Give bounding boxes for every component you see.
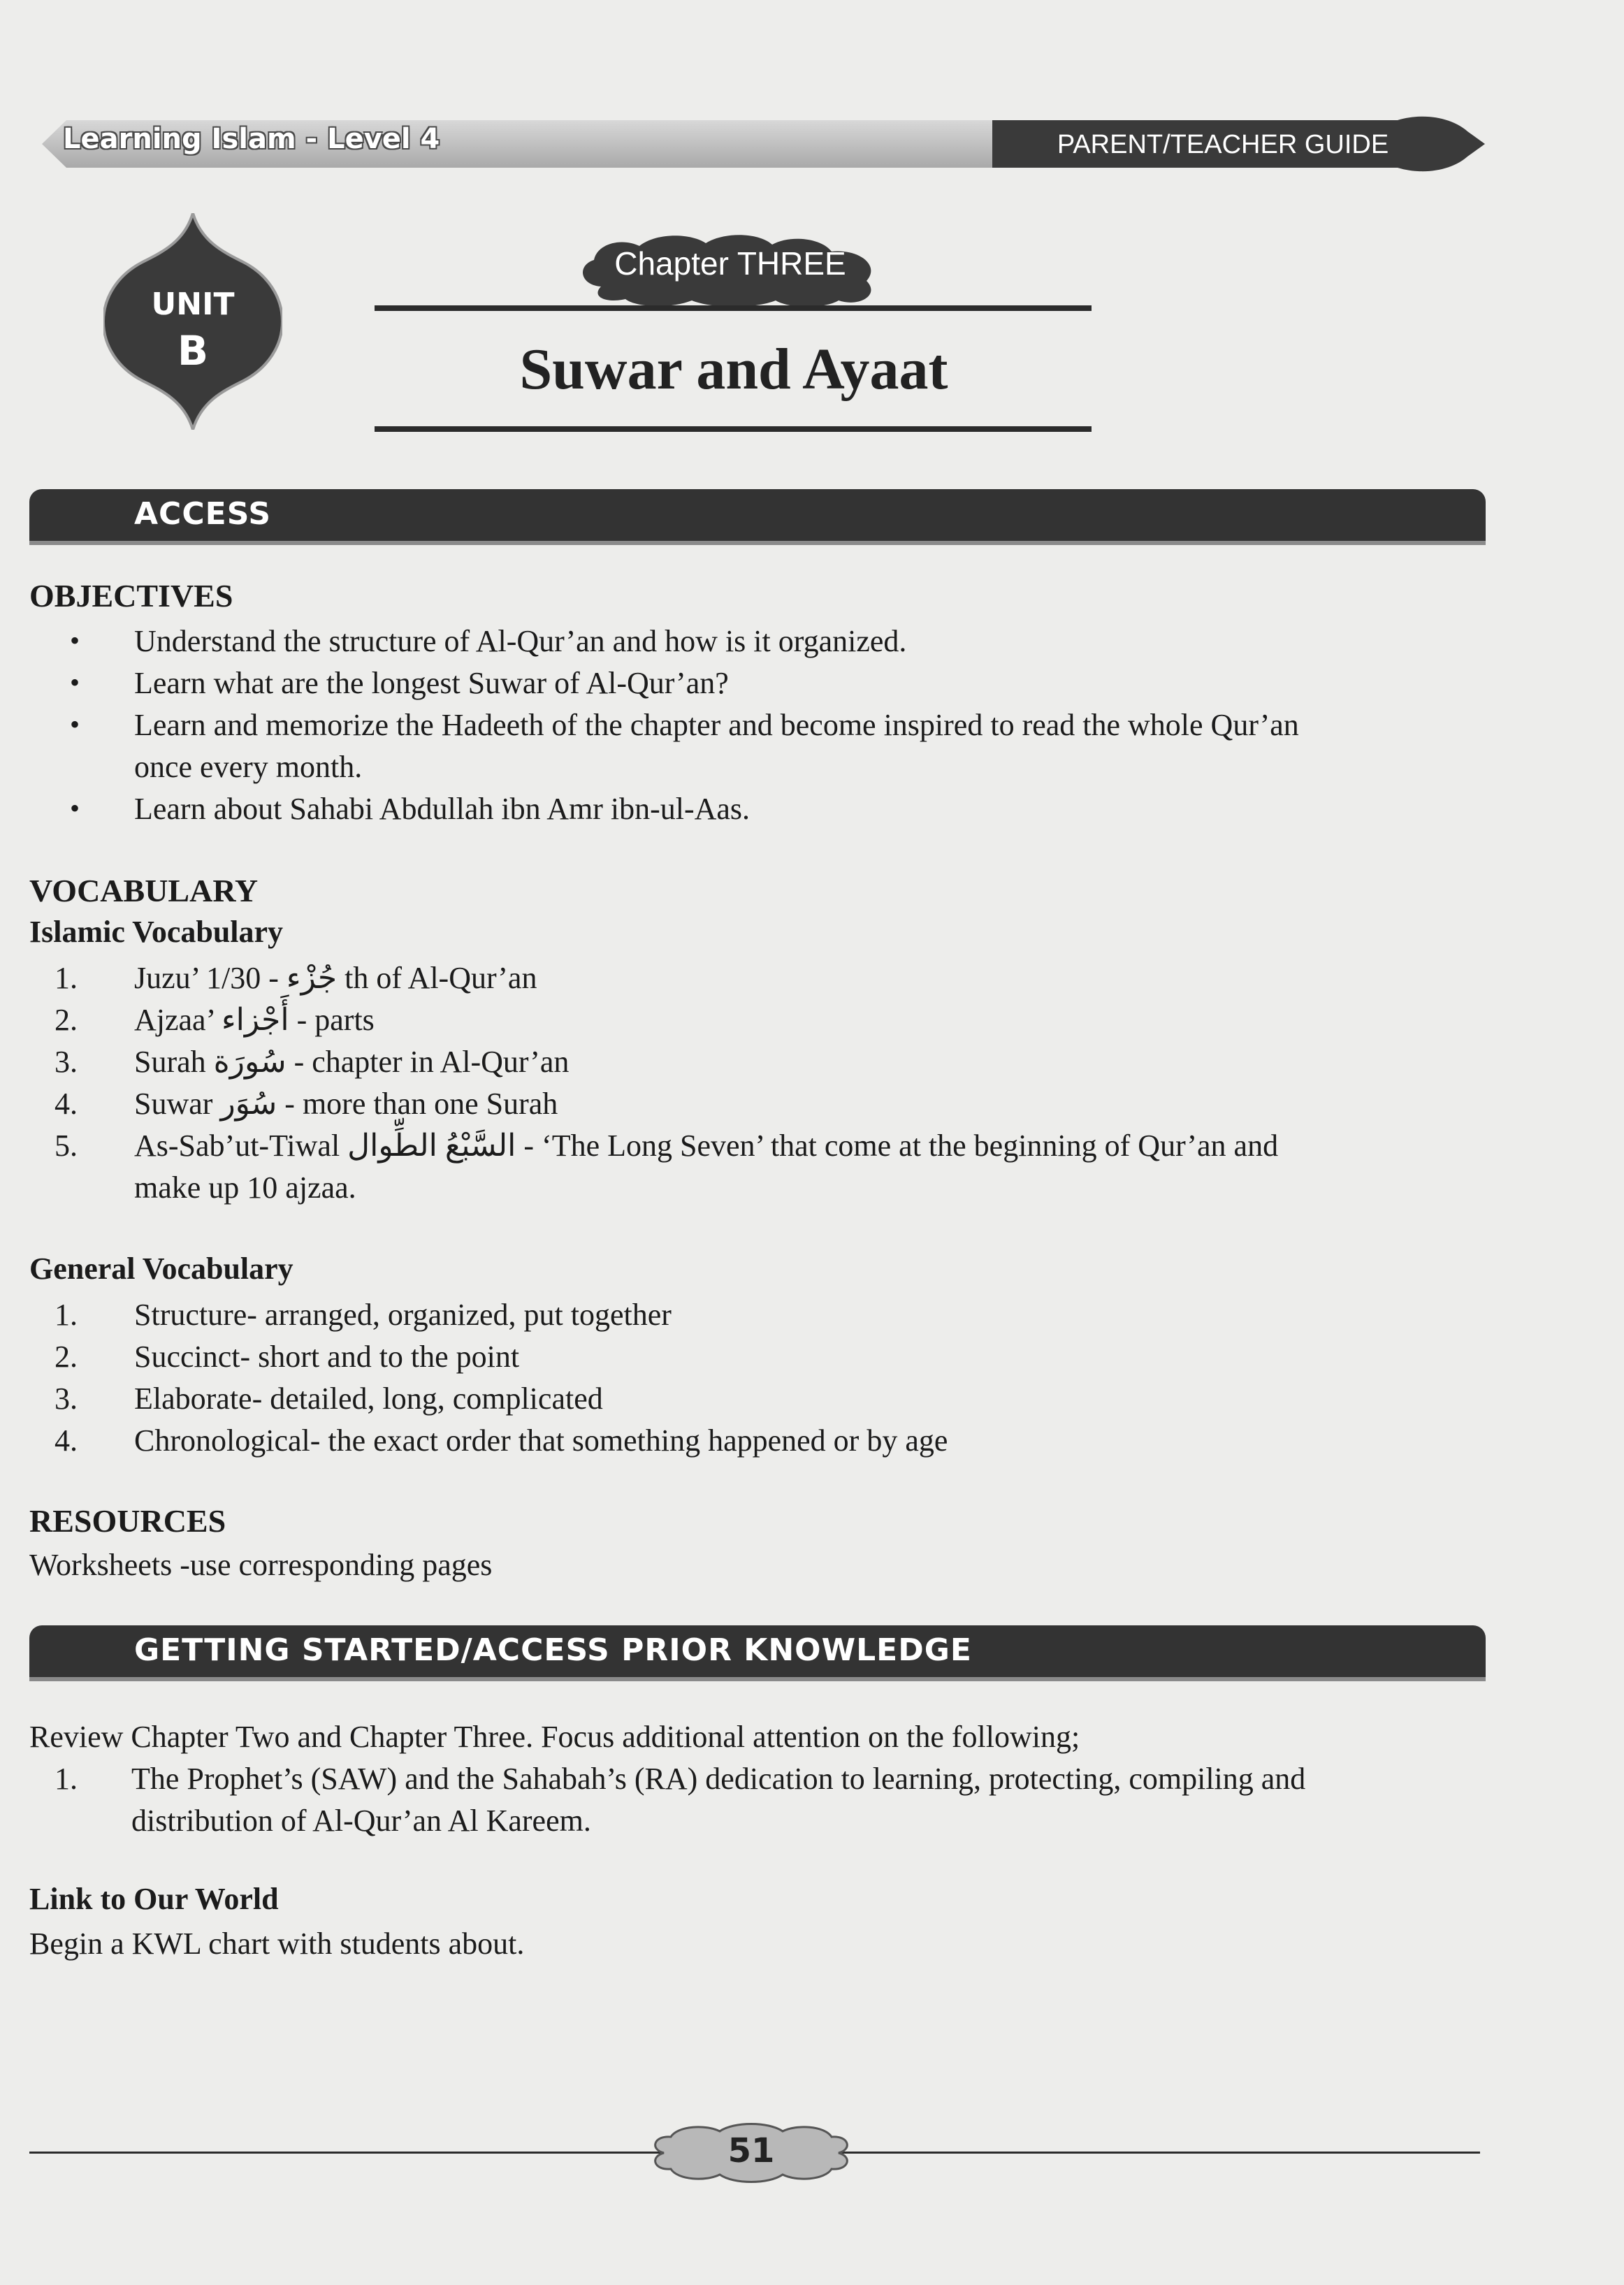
review-intro: Review Chapter Two and Chapter Three. Focus additional attention on the following; [29, 1720, 1080, 1754]
general-vocab-item: Chronological- the exact order that something happened or by age [134, 1423, 948, 1458]
access-section-bar [29, 489, 1486, 541]
bullet-marker: • [70, 667, 80, 698]
general-vocab-item: Elaborate- detailed, long, complicated [134, 1381, 603, 1416]
list-number: 2. [55, 1340, 78, 1374]
general-vocab-item: Structure- arranged, organized, put together [134, 1298, 672, 1332]
list-number: 1. [55, 961, 78, 995]
chapter-rule-top [375, 305, 1092, 311]
page-number: 51 [727, 2131, 775, 2170]
objective-item: Learn and memorize the Hadeeth of the chapter and become inspired to read the whole Qur’an [134, 708, 1299, 742]
general-vocab-item: Succinct- short and to the point [134, 1340, 520, 1374]
access-bar-label: ACCESS [134, 496, 272, 532]
islamic-vocab-item: Ajzaa’ أَجْزاء - parts [134, 1003, 375, 1037]
chapter-label: Chapter THREE [614, 245, 846, 282]
islamic-vocab-item: Surah سُورَة - chapter in Al-Qur’an [134, 1045, 570, 1079]
list-number: 2. [55, 1003, 78, 1037]
bullet-marker: • [70, 709, 80, 740]
objective-item: Understand the structure of Al-Qur’an and how is it organized. [134, 624, 907, 658]
getting-started-section-bar [29, 1625, 1486, 1677]
getting-started-bar-label: GETTING STARTED/ACCESS PRIOR KNOWLEDGE [134, 1632, 972, 1668]
islamic-vocab-item-continuation: make up 10 ajzaa. [134, 1170, 356, 1205]
list-number: 1. [55, 1762, 78, 1796]
islamic-vocab-item: Suwar سُوَر - more than one Surah [134, 1087, 558, 1121]
chapter-title: Suwar and Ayaat [519, 337, 948, 402]
list-number: 3. [55, 1045, 78, 1079]
vocabulary-heading: VOCABULARY [29, 873, 259, 908]
objective-item: Learn what are the longest Suwar of Al-Qur’an? [134, 666, 729, 700]
list-number: 3. [55, 1381, 78, 1416]
bullet-marker: • [70, 625, 80, 656]
unit-word: UNIT [151, 286, 235, 322]
list-number: 5. [55, 1129, 78, 1163]
resources-text: Worksheets -use corresponding pages [29, 1548, 493, 1582]
focus-item: The Prophet’s (SAW) and the Sahabah’s (RA) dedication to learning, protecting, compiling and [131, 1762, 1306, 1796]
list-number: 1. [55, 1298, 78, 1332]
objectives-heading: OBJECTIVES [29, 578, 233, 614]
unit-letter: B [177, 327, 209, 375]
objective-item: Learn about Sahabi Abdullah ibn Amr ibn-ul-Aas. [134, 792, 751, 826]
list-number: 4. [55, 1423, 78, 1458]
focus-item-continuation: distribution of Al-Qur’an Al Kareem. [131, 1804, 591, 1838]
resources-heading: RESOURCES [29, 1503, 226, 1539]
link-to-world-text: Begin a KWL chart with students about. [29, 1927, 525, 1961]
islamic-vocabulary-heading: Islamic Vocabulary [29, 915, 284, 949]
bullet-marker: • [70, 792, 80, 824]
list-number: 4. [55, 1087, 78, 1121]
islamic-vocab-item: Juzu’ 1/30 - جُزْء th of Al-Qur’an [134, 961, 537, 995]
chapter-rule-bottom [375, 426, 1092, 432]
general-vocabulary-heading: General Vocabulary [29, 1252, 293, 1286]
objective-item-continuation: once every month. [134, 750, 363, 784]
link-to-world-heading: Link to Our World [29, 1882, 279, 1916]
series-title: Learning Islam - Level 4 [63, 123, 440, 155]
guide-label: PARENT/TEACHER GUIDE [1057, 130, 1389, 159]
islamic-vocab-item: As-Sab’ut-Tiwal السَّبْعُ الطِّوال - ‘The Long Seven’ that come at the beginning of Qur’an and [134, 1129, 1279, 1163]
